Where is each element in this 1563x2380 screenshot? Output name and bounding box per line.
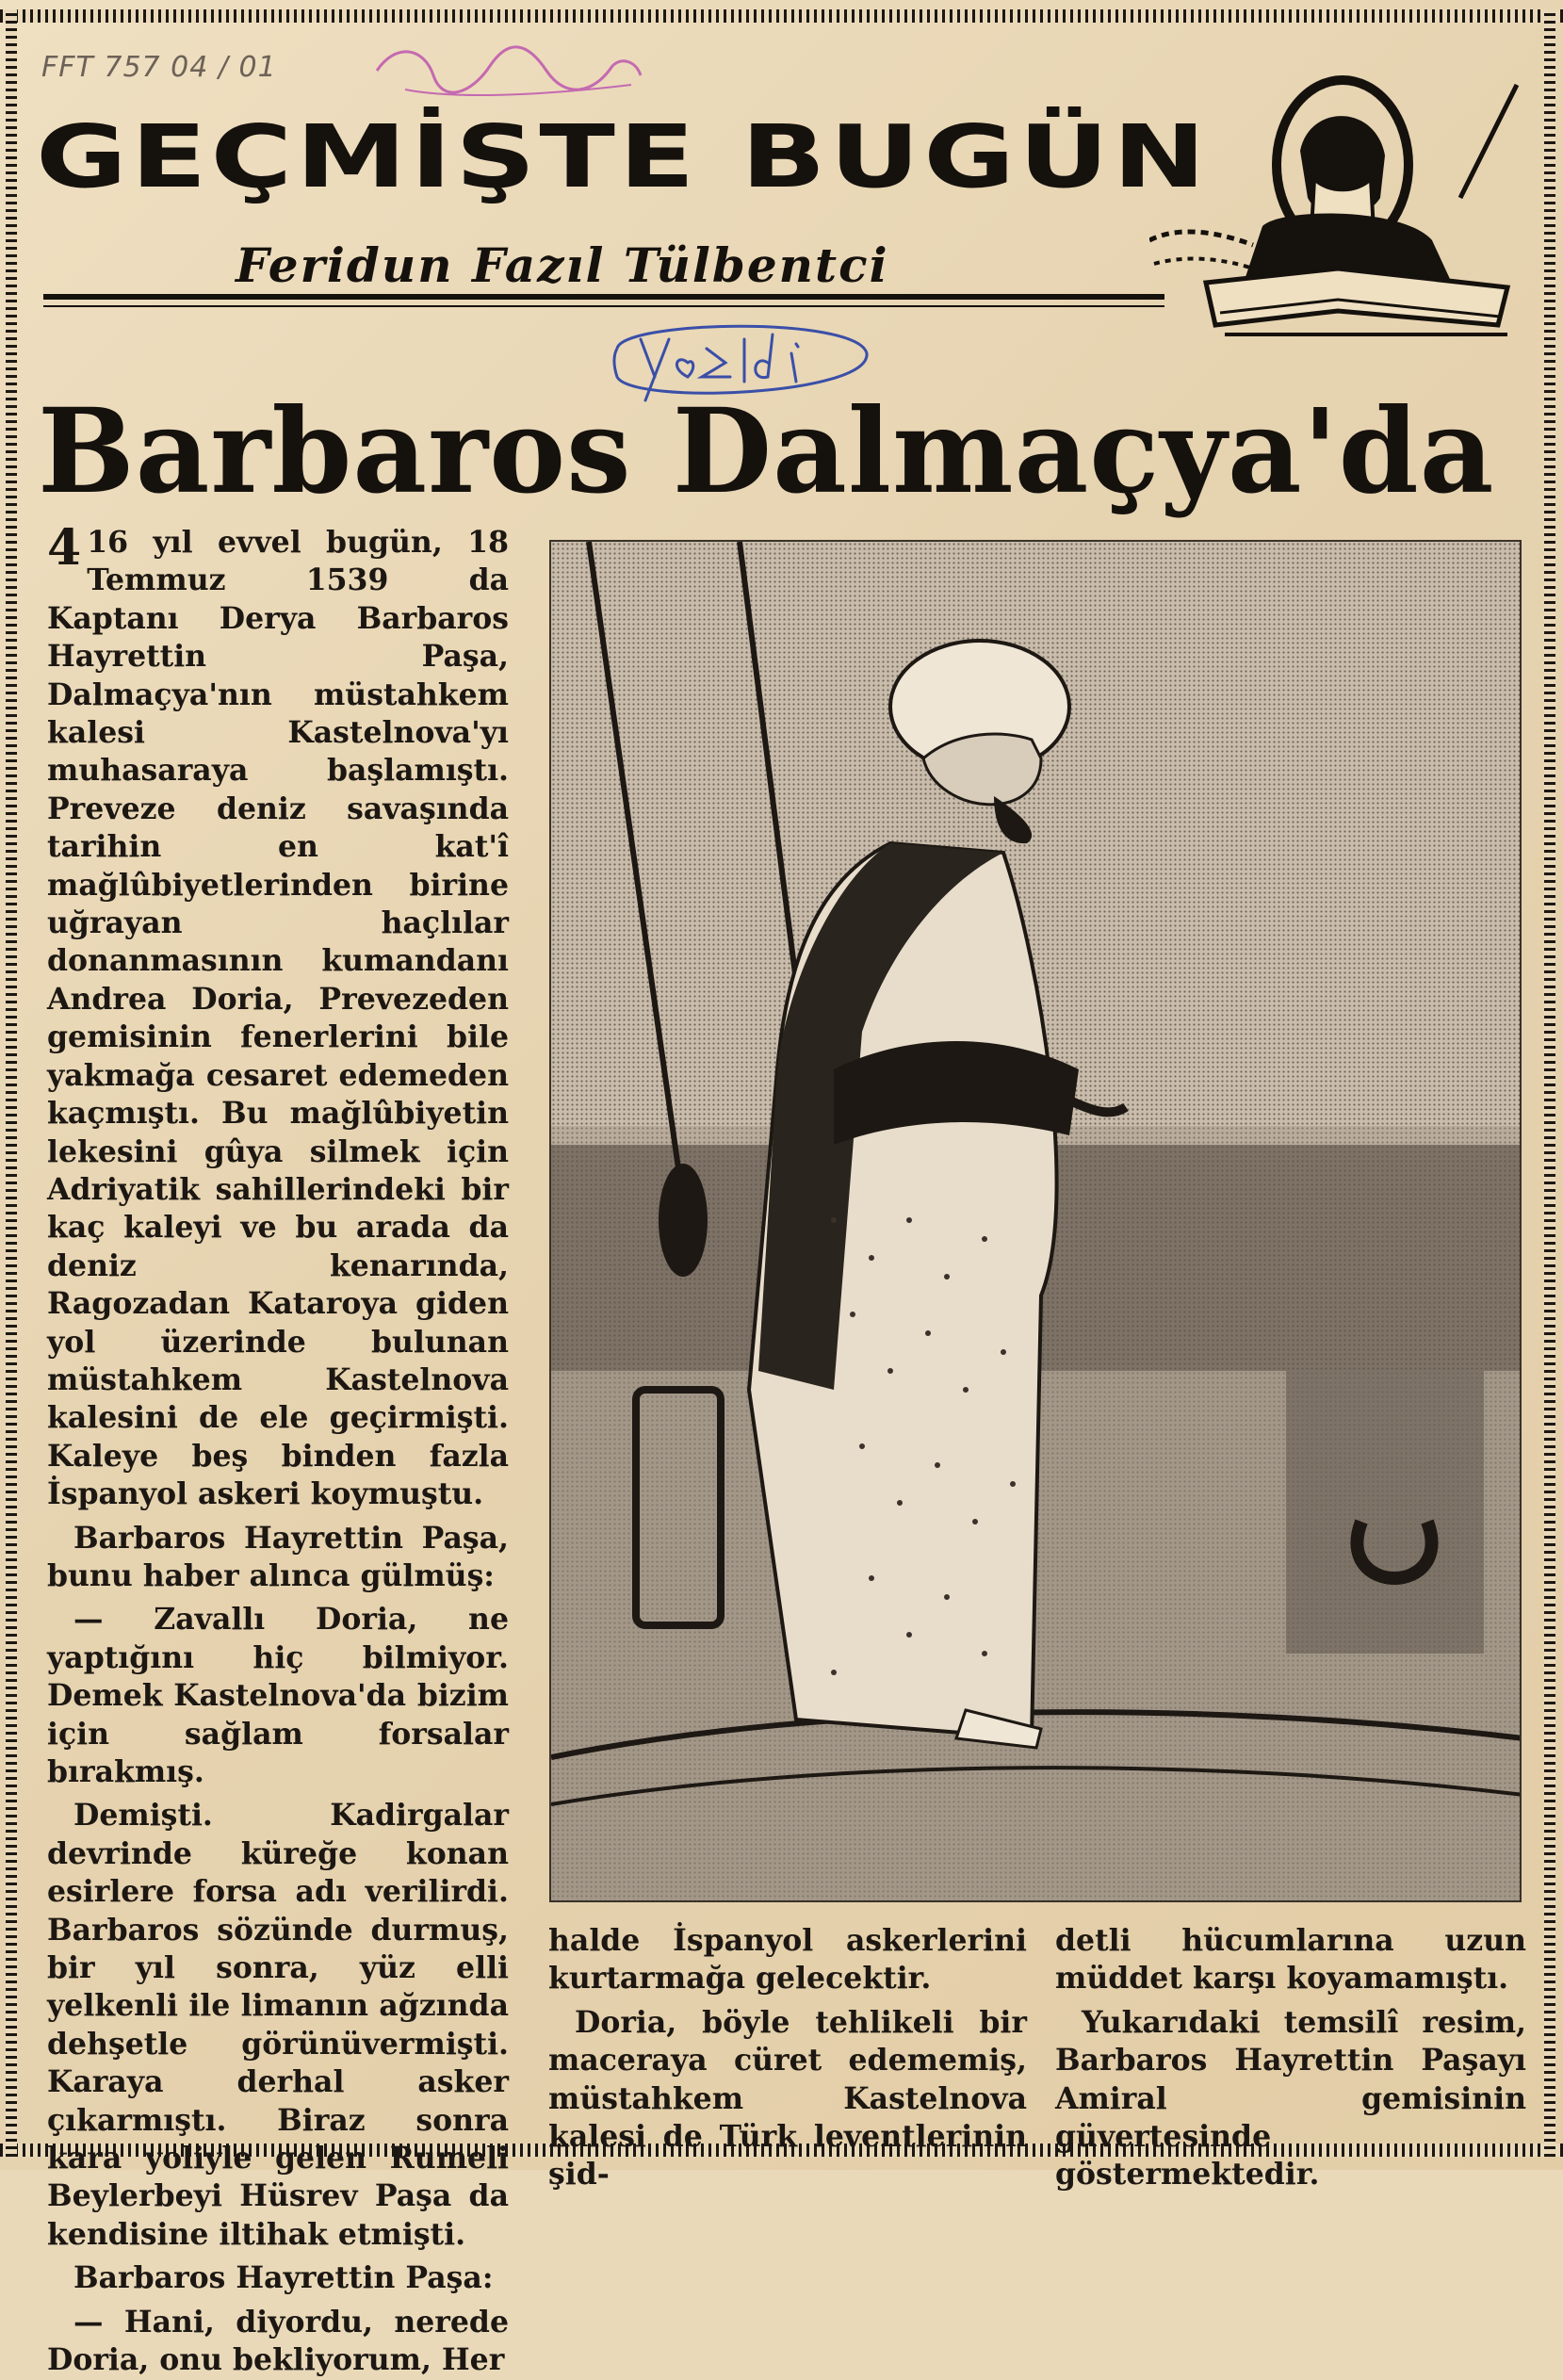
ship-deck-figure-icon xyxy=(551,542,1522,1902)
scholar-writing-illustration-icon xyxy=(1149,66,1526,386)
barbaros-illustration xyxy=(549,540,1522,1902)
paragraph-4: Demişti. Kadirgalar devrinde küreğe konan esirlere forsa adı verilirdi. Barbaros sözünde durmuş, bir yıl sonra, yüz elli yelkenli ile limanın ağzında dehşetle görünüvermişti. Karaya derhal asker çıkarmıştı. Biraz sonra kara yoliyle gelen Rumeli Beylerbeyi Hüsrev Paşa da kendisine iltihak etmişti. xyxy=(47,1798,509,2252)
paragraph-1: 16 yıl evvel bugün, 18 Temmuz 1539 da Kaptanı Derya Barbaros Hayrettin Paşa, Dalmaçya'nın müstahkem kalesi Kastelnova'yı muhasaraya başlamıştı. Preveze deniz savaşında tarihin en kat'î mağlûbiyetlerinden birine uğrayan haçlılar donanmasının kumandanı Andrea Doria, Prevezeden gemisinin fenerlerini bile yakmağa cesaret edemeden kaçmıştı. Bu mağlûbiyetin lekesini gûya silmek için Adriyatik sahillerindeki bir kaç kaleyi ve bu arada da deniz kenarında, Ragozadan Kataroya giden yol üzerinde bulunan müstahkem Kastelnova kalesini de ele geçirmişti. Kaleye beş binden fazla İspanyol askeri koymuştu. xyxy=(47,525,509,1512)
paragraph-2: Barbaros Hayrettin Paşa, bunu haber alınca gülmüş: xyxy=(47,1520,509,1593)
masthead-title: GEÇMİŞTE BUGÜN xyxy=(36,106,1210,207)
paragraph-10: Yukarıdaki temsilî resim, Barbaros Hayrettin Paşayı Amiral gemisinin güvertesinde göstermektedir. xyxy=(1055,2004,1526,2193)
paragraph-5: Barbaros Hayrettin Paşa: xyxy=(73,2260,494,2296)
article-column-left xyxy=(47,519,509,2378)
masthead-rule-thin xyxy=(43,305,1164,307)
paragraph-7: halde İspanyol askerlerini kurtarmağa gelecektir. xyxy=(548,1923,1027,1997)
article-headline: Barbaros Dalmaçya'da xyxy=(38,383,1495,520)
top-border xyxy=(0,9,1563,23)
paragraph-8: Doria, böyle tehlikeli bir maceraya cüret edememiş, müstahkem Kastelnova kalesi de Türk leventlerinin şid- xyxy=(548,2004,1027,2193)
archive-code: FFT 757 04 / 01 xyxy=(41,51,277,84)
dropcap: 4 xyxy=(47,519,82,577)
paragraph-3: — Zavallı Doria, ne yaptığını hiç bilmiyor. Demek Kastelnova'da bizim için sağlam forsalar bırakmış. xyxy=(47,1602,509,1789)
paragraph-6: — Hani, diyordu, nerede Doria, onu bekliyorum, Her xyxy=(47,2304,509,2378)
article-column-right xyxy=(1055,1922,1526,2193)
article-column-middle xyxy=(548,1922,1027,2193)
paragraph-9: detli hücumlarına uzun müddet karşı koyamamıştı. xyxy=(1055,1923,1526,1997)
right-border xyxy=(1544,9,1555,2157)
masthead-byline: Feridun Fazıl Tülbentci xyxy=(236,237,889,293)
stamp-scribble-icon xyxy=(367,38,650,104)
left-border xyxy=(6,9,17,2157)
masthead-rule xyxy=(43,294,1164,300)
